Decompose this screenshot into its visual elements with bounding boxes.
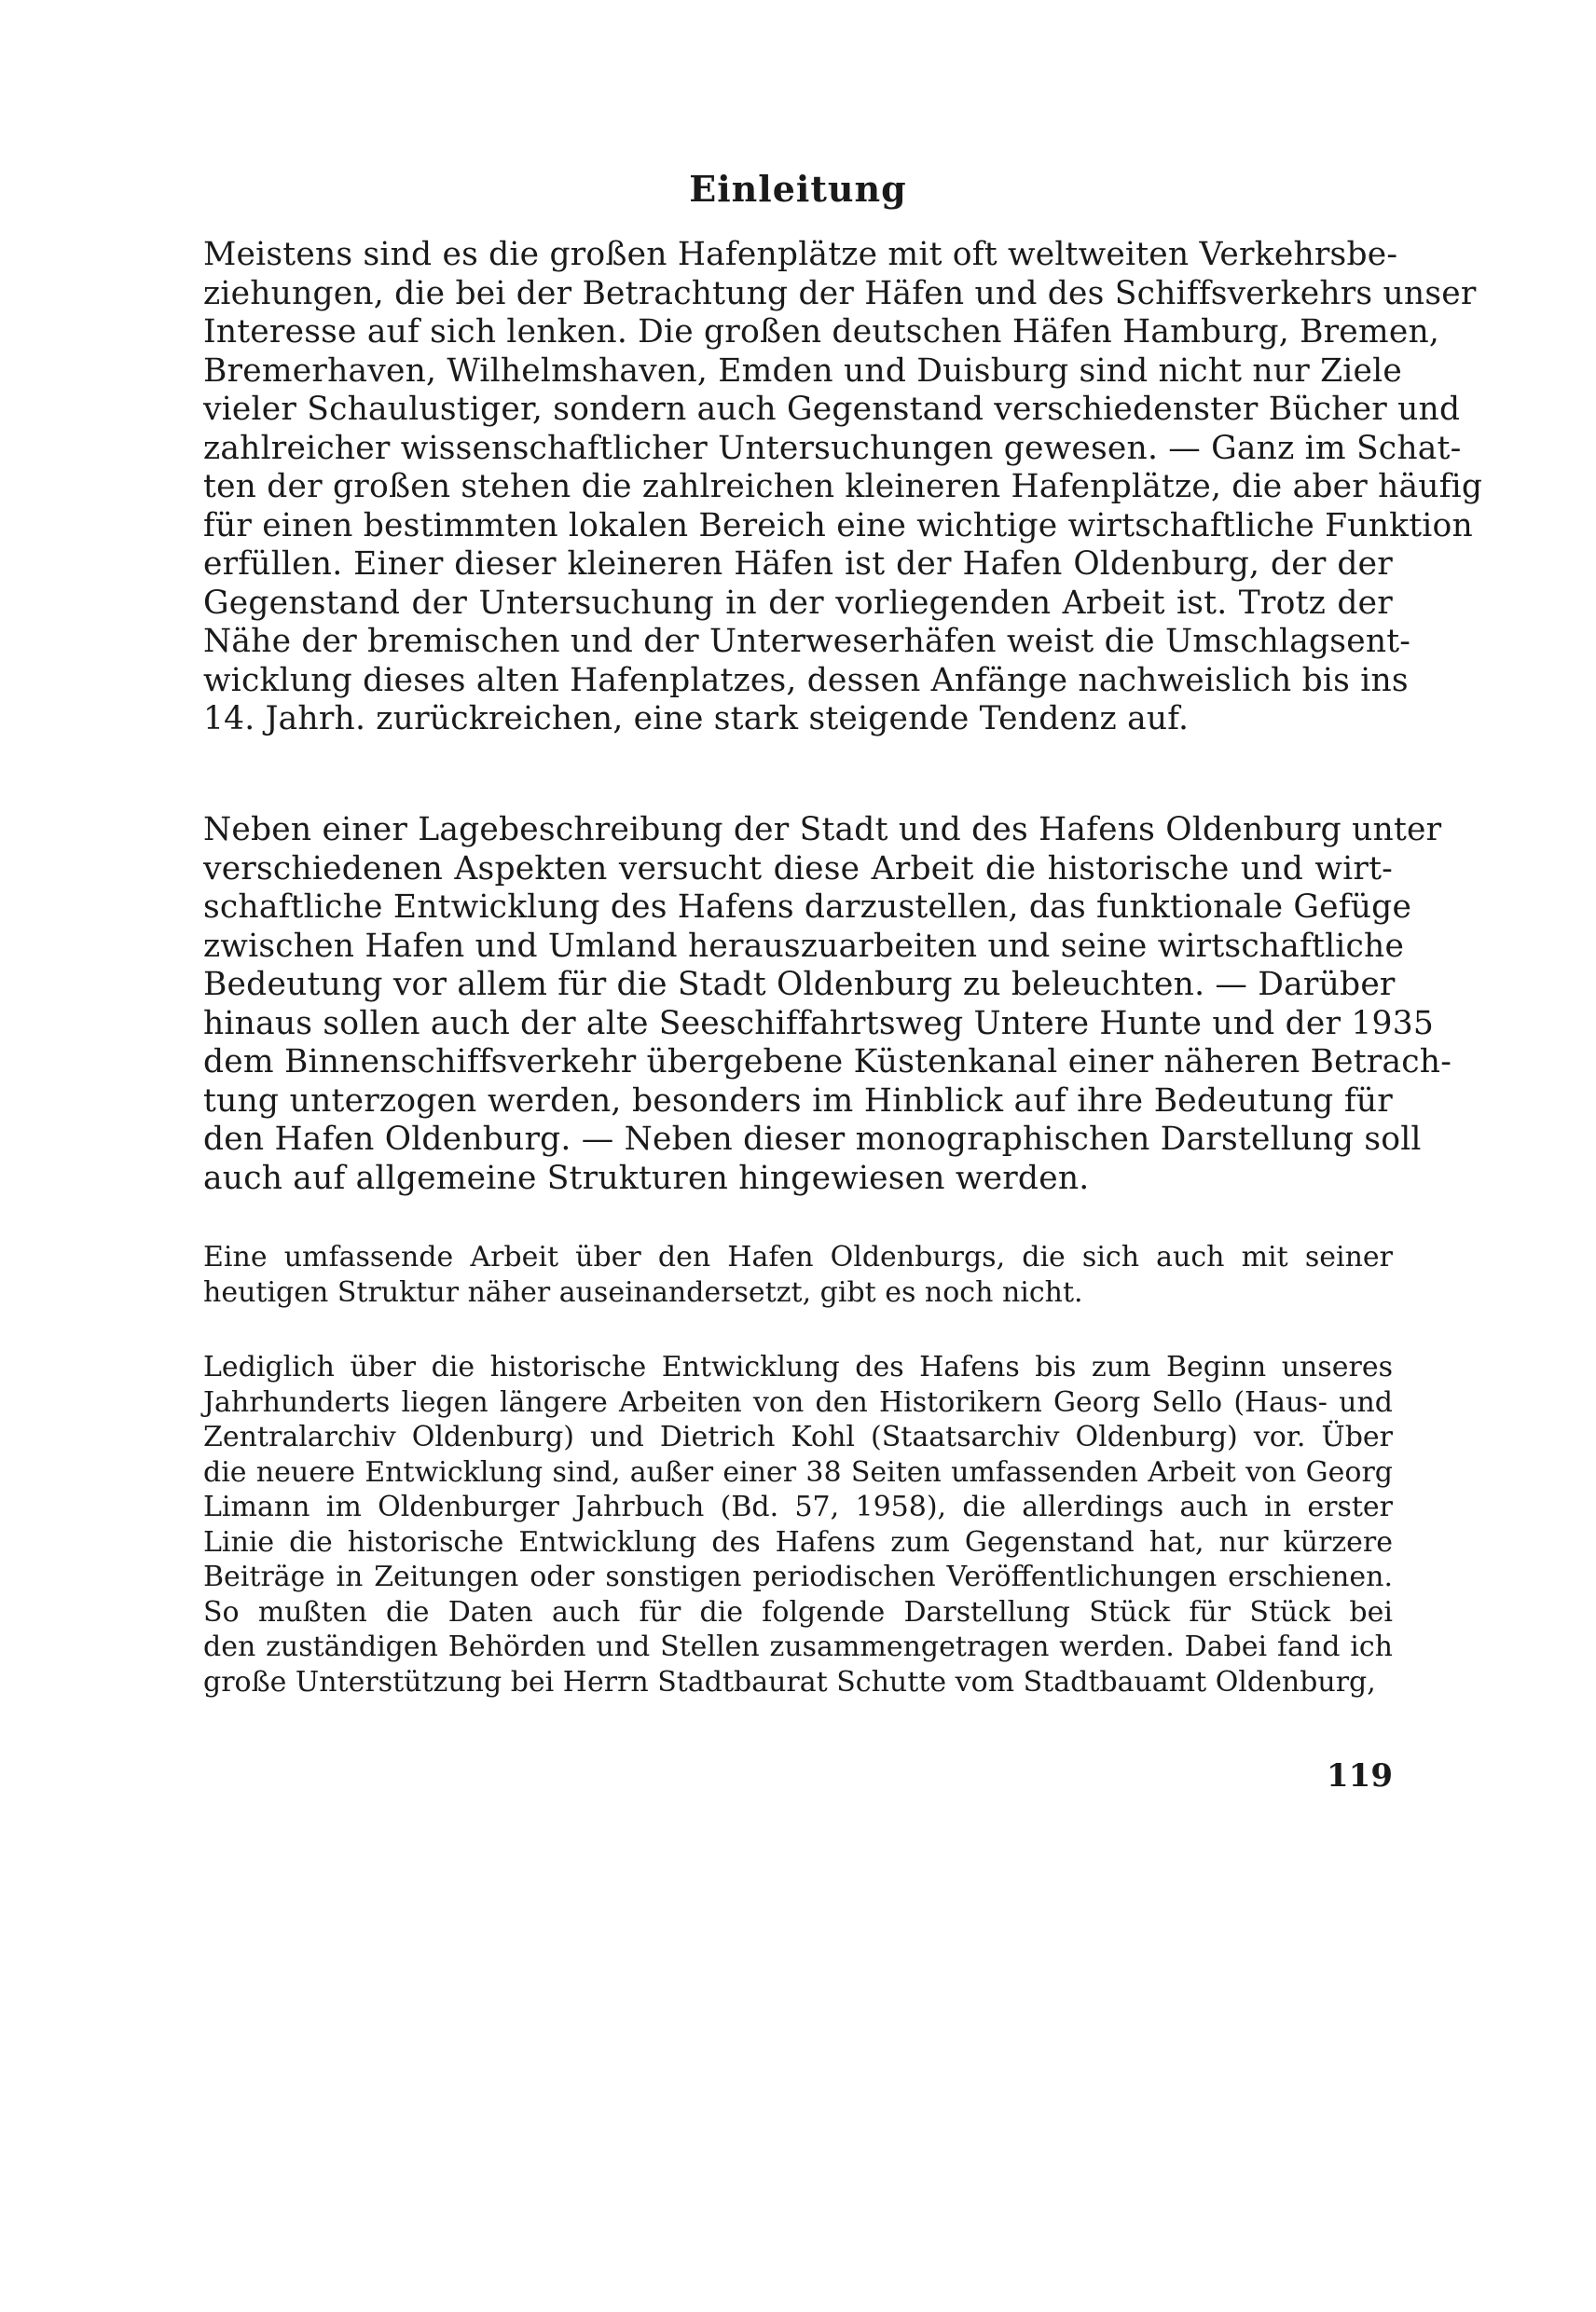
text-line: Meistens sind es die großen Hafenplätze mit oft weltweiten Verkehrsbe- <box>203 236 1398 273</box>
text-line: wicklung dieses alten Hafenplatzes, dessen Anfänge nachweislich bis ins <box>203 661 1409 699</box>
text-line: Limann im Oldenburger Jahrbuch (Bd. 57, 1958), die allerdings auch in erster <box>203 1491 1393 1523</box>
text-line: Linie die historische Entwicklung des Hafens zum Gegenstand hat, nur kürzere <box>203 1525 1393 1559</box>
text-line: tung unterzogen werden, besonders im Hinblick auf ihre Bedeutung für <box>203 1081 1393 1120</box>
paragraph-2 <box>203 811 1452 1198</box>
text-line: Eine umfassende Arbeit über den Hafen Oldenburgs, die sich auch mit seiner <box>203 1241 1393 1273</box>
paragraph-3 <box>203 1240 1393 1310</box>
text-line: Beiträge in Zeitungen oder sonstigen periodischen Veröffentlichungen erschienen. <box>203 1561 1393 1593</box>
text-line: für einen bestimmten lokalen Bereich eine wichtige wirtschaftliche Funktion <box>203 506 1473 544</box>
text-line: Bremerhaven, Wilhelmshaven, Emden und Duisburg sind nicht nur Ziele <box>203 351 1402 390</box>
text-line: Jahrhunderts liegen längere Arbeiten von den Historikern Georg Sello (Haus- und <box>203 1385 1393 1419</box>
text-line: ziehungen, die bei der Betrachtung der Häfen und des Schiffsverkehrs unser <box>203 274 1477 312</box>
text-line: Nähe der bremischen und der Unterweserhäfen weist die Umschlagsent- <box>203 623 1411 660</box>
text-line: schaftliche Entwicklung des Hafens darzustellen, das funktionale Gefüge <box>203 888 1412 926</box>
text-line: Interesse auf sich lenken. Die großen deutschen Häfen Hamburg, Bremen, <box>203 313 1440 351</box>
text-line: heutigen Struktur näher auseinandersetzt, gibt es noch nicht. <box>203 1275 1083 1309</box>
book-page <box>203 0 1483 2312</box>
page-number: 119 <box>1327 1757 1393 1795</box>
text-line: So mußten die Daten auch für die folgende Darstellung Stück für Stück bei <box>203 1595 1393 1629</box>
text-line: ten der großen stehen die zahlreichen kleineren Hafenplätze, die aber häufig <box>203 468 1483 505</box>
paragraph-1 <box>203 236 1483 739</box>
text-line: zahlreicher wissenschaftlicher Untersuchungen gewesen. — Ganz im Schat- <box>203 429 1462 467</box>
text-line: 14. Jahrh. zurückreichen, eine stark steigende Tendenz auf. <box>203 700 1190 737</box>
text-line: Gegenstand der Untersuchung in der vorliegenden Arbeit ist. Trotz der <box>203 584 1393 622</box>
text-line: Zentralarchiv Oldenburg) und Dietrich Kohl (Staatsarchiv Oldenburg) vor. Über <box>203 1421 1393 1453</box>
text-line: den zuständigen Behörden und Stellen zusammengetragen werden. Dabei fand ich <box>203 1631 1393 1663</box>
text-line: dem Binnenschiffsverkehr übergebene Küstenkanal einer näheren Betrach- <box>203 1043 1452 1080</box>
text-line: vieler Schaulustiger, sondern auch Gegenstand verschiedenster Bücher und <box>203 391 1461 428</box>
text-line: hinaus sollen auch der alte Seeschiffahrtsweg Untere Hunte und der 1935 <box>203 1004 1434 1042</box>
text-line: verschiedenen Aspekten versucht diese Arbeit die historische und wirt- <box>203 849 1393 888</box>
chapter-heading: Einleitung <box>689 168 907 210</box>
text-line: zwischen Hafen und Umland herauszuarbeiten und seine wirtschaftliche <box>203 927 1405 965</box>
text-line: auch auf allgemeine Strukturen hingewiesen werden. <box>203 1159 1090 1197</box>
text-line: große Unterstützung bei Herrn Stadtbaurat Schutte vom Stadtbauamt Oldenburg, <box>203 1665 1376 1699</box>
text-line: Lediglich über die historische Entwicklung des Hafens bis zum Beginn unseres <box>203 1351 1393 1383</box>
text-line: Neben einer Lagebeschreibung der Stadt und des Hafens Oldenburg unter <box>203 811 1442 848</box>
text-line: erfüllen. Einer dieser kleineren Häfen ist der Hafen Oldenburg, der der <box>203 545 1393 583</box>
paragraph-4 <box>203 1350 1393 1700</box>
text-line: die neuere Entwicklung sind, außer einer 38 Seiten umfassenden Arbeit von Georg <box>203 1455 1393 1489</box>
text-line: Bedeutung vor allem für die Stadt Oldenburg zu beleuchten. — Darüber <box>203 966 1396 1003</box>
text-line: den Hafen Oldenburg. — Neben dieser monographischen Darstellung soll <box>203 1121 1422 1158</box>
